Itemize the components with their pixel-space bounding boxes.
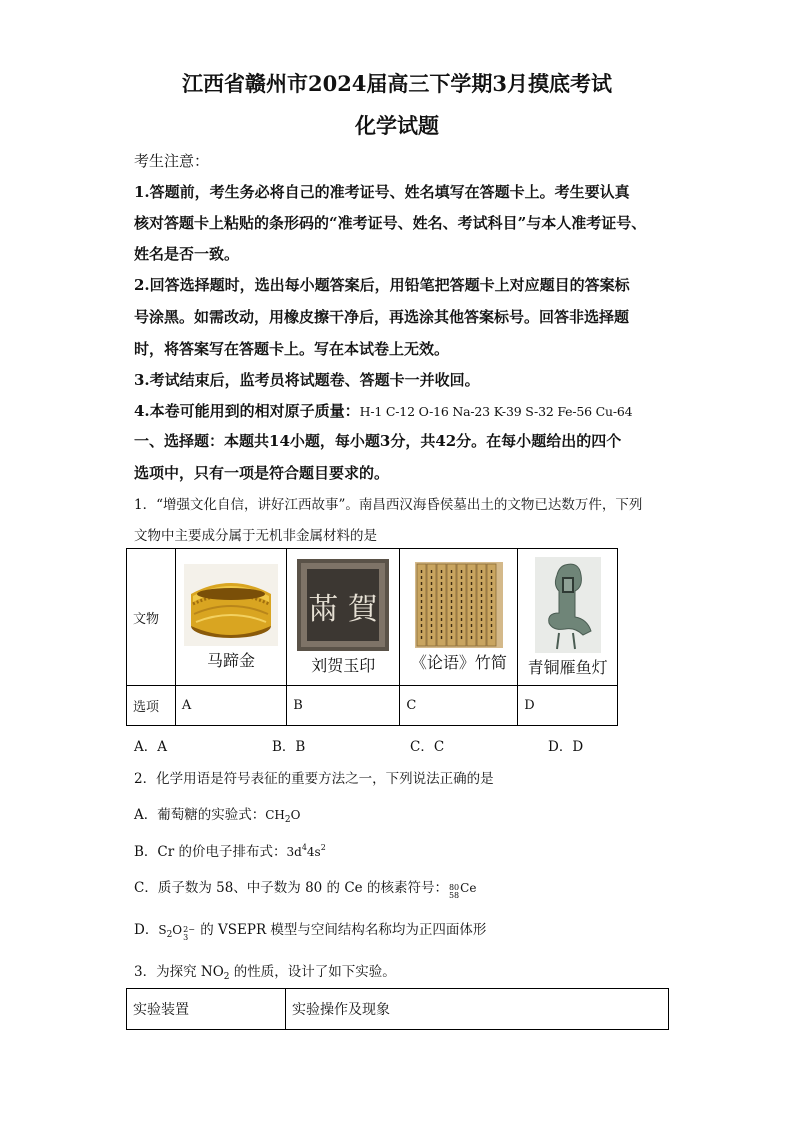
notice-item4: [134, 400, 632, 421]
q1-choice-a[interactable]: A．A: [134, 739, 167, 755]
option-letter-d: D: [518, 686, 618, 726]
notice-item4-values: H-1 C-12 O-16 Na-23 K-39 S-32 Fe-56 Cu-64: [359, 404, 633, 419]
q2-stem: 2．化学用语是符号表征的重要方法之一，下列说法正确的是: [134, 771, 494, 787]
artifact-name-c: 《论语》竹简: [410, 652, 507, 672]
notice-item1-line3: 姓名是否一致。: [134, 245, 240, 263]
q1-choice-c[interactable]: C．C: [410, 739, 445, 755]
option-letter-a: A: [175, 686, 286, 726]
gold-hoof-image: [184, 564, 278, 646]
artifact-cell-a: [175, 549, 286, 686]
jade-seal-image: [297, 559, 389, 651]
option-letter-c: C: [400, 686, 518, 726]
row-header-option: 选项: [127, 686, 176, 726]
row-header-artifact: 文物: [127, 549, 176, 686]
q1-stem-line1: 1．“增强文化自信，讲好江西故事”。南昌西汉海昏侯墓出土的文物已达数万件，下列: [134, 497, 643, 513]
notice-item4-label: 4.本卷可能用到的相对原子质量：: [134, 402, 360, 420]
q1-stem-line2: 文物中主要成分属于无机非金属材料的是: [134, 528, 377, 544]
bamboo-slips-image: [415, 562, 503, 648]
artifact-cell-d: [518, 549, 618, 686]
notice-item1-line2: 核对答题卡上粘贴的条形码的“准考证号、姓名、考试科目”与本人准考证号、: [134, 214, 647, 232]
page-title: 江西省赣州市2024届高三下学期3月摸底考试: [181, 71, 613, 96]
bronze-lamp-image: [535, 557, 601, 653]
notice-item2-line3: 时，将答案写在答题卡上。写在本试卷上无效。: [134, 340, 450, 358]
artifact-name-a: 马蹄金: [207, 650, 256, 670]
section1-line2: 选项中，只有一项是符合题目要求的。: [134, 464, 390, 482]
notice-item1-line1: 1.答题前，考生务必将自己的准考证号、姓名填写在答题卡上。考生要认真: [134, 183, 630, 201]
notice-item3: 3.考试结束后，监考员将试题卷、答题卡一并收回。: [134, 371, 480, 389]
section1-line1: 一、选择题：本题共14小题，每小题3分，共42分。在每小题给出的四个: [134, 432, 622, 450]
q3-stem: 3．为探究 $NO_2$ 的性质，设计了如下实验。: [134, 964, 396, 982]
ion-indices: 2− 3: [183, 925, 195, 942]
seal-characters: 㒼 賀: [308, 591, 379, 627]
q1-artifact-table: [126, 548, 618, 726]
artifact-name-b: 刘贺玉印: [311, 655, 376, 675]
artifact-cell-c: [400, 549, 518, 686]
q3-experiment-table: [126, 988, 669, 1030]
notice-heading: 考生注意：: [134, 152, 210, 170]
q2-option-c[interactable]: C．质子数为 58、中子数为 80 的 Ce 的核素符号： 80 58 Ce: [134, 880, 477, 900]
q3-col-operation: 实验操作及现象: [286, 989, 669, 1030]
q2-option-a[interactable]: A．葡萄糖的实验式：$CH_2O$: [134, 807, 301, 825]
artifact-cell-b: [287, 549, 400, 686]
q3-col-apparatus: 实验装置: [127, 989, 286, 1030]
q2-option-d[interactable]: D．$S_2O$ 2− 3 的 VSEPR 模型与空间结构名称均为正四面体形: [134, 922, 487, 942]
option-letter-b: B: [287, 686, 400, 726]
notice-item2-line2: 号涂黑。如需改动，用橡皮擦干净后，再选涂其他答案标号。回答非选择题: [134, 308, 630, 326]
notice-item2-line1: 2.回答选择题时，选出每小题答案后，用铅笔把答题卡上对应题目的答案标: [134, 276, 630, 294]
page-subtitle: 化学试题: [355, 113, 439, 138]
q1-choice-d[interactable]: D．D: [548, 739, 584, 755]
artifact-name-d: 青铜雁鱼灯: [527, 657, 608, 677]
q1-choice-b[interactable]: B．B: [272, 739, 306, 755]
nuclide-indices: 80 58: [448, 883, 460, 900]
q2-option-b[interactable]: B．Cr 的价电子排布式：$3d^44s^2$: [134, 843, 326, 860]
